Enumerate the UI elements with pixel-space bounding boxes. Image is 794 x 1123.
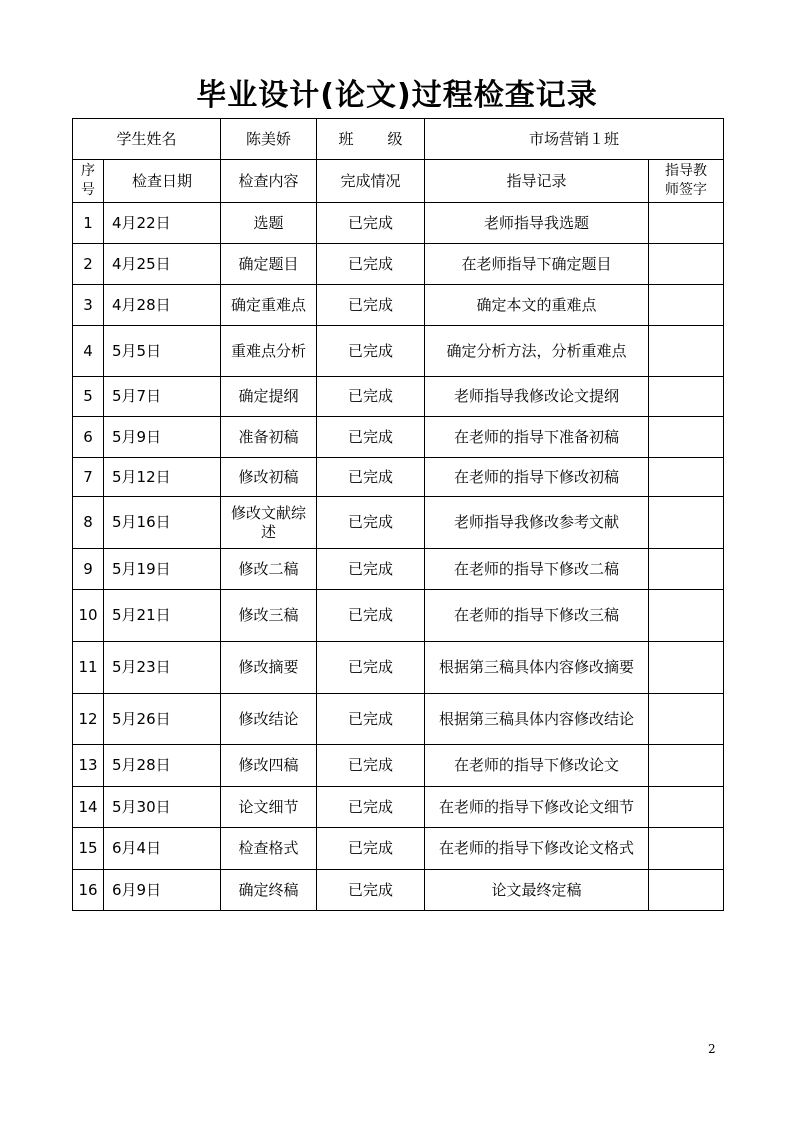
row-date: 5月26日 xyxy=(104,694,221,745)
row-date: 5月5日 xyxy=(104,326,221,377)
row-content: 修改初稿 xyxy=(221,458,317,497)
row-no: 11 xyxy=(73,642,104,694)
row-status: 已完成 xyxy=(317,203,425,244)
row-status: 已完成 xyxy=(317,787,425,828)
check-record-table xyxy=(72,118,724,911)
row-status: 已完成 xyxy=(317,377,425,417)
row-status: 已完成 xyxy=(317,244,425,285)
row-sign xyxy=(649,244,724,285)
row-date: 4月22日 xyxy=(104,203,221,244)
row-date: 6月4日 xyxy=(104,828,221,870)
col-sign-header-a: 指导教 xyxy=(665,163,708,179)
table-row xyxy=(73,285,724,326)
class-label-b: 级 xyxy=(387,129,403,148)
row-guidance: 在老师的指导下准备初稿 xyxy=(425,417,649,458)
class-label-a: 班 xyxy=(338,129,354,148)
row-guidance: 论文最终定稿 xyxy=(425,870,649,911)
table-row xyxy=(73,203,724,244)
row-date: 5月21日 xyxy=(104,590,221,642)
row-no: 12 xyxy=(73,694,104,745)
row-guidance: 根据第三稿具体内容修改摘要 xyxy=(425,642,649,694)
table-row xyxy=(73,870,724,911)
row-no: 6 xyxy=(73,417,104,458)
row-status: 已完成 xyxy=(317,549,425,590)
row-date: 5月7日 xyxy=(104,377,221,417)
row-content: 修改三稿 xyxy=(221,590,317,642)
row-guidance: 根据第三稿具体内容修改结论 xyxy=(425,694,649,745)
col-no-header xyxy=(73,160,104,203)
row-status: 已完成 xyxy=(317,497,425,549)
row-sign xyxy=(649,694,724,745)
row-status: 已完成 xyxy=(317,828,425,870)
row-date: 5月30日 xyxy=(104,787,221,828)
row-status: 已完成 xyxy=(317,642,425,694)
table-row xyxy=(73,642,724,694)
table-row xyxy=(73,828,724,870)
row-no: 13 xyxy=(73,745,104,787)
row-guidance: 在老师的指导下修改论文格式 xyxy=(425,828,649,870)
row-no: 7 xyxy=(73,458,104,497)
row-date: 6月9日 xyxy=(104,870,221,911)
student-info-row xyxy=(73,119,724,160)
col-guidance-header: 指导记录 xyxy=(425,160,649,203)
row-content: 确定提纲 xyxy=(221,377,317,417)
row-date: 5月16日 xyxy=(104,497,221,549)
student-name-label: 学生姓名 xyxy=(73,119,221,160)
row-sign xyxy=(649,590,724,642)
table-row xyxy=(73,458,724,497)
row-date: 5月12日 xyxy=(104,458,221,497)
row-sign xyxy=(649,549,724,590)
row-content: 修改摘要 xyxy=(221,642,317,694)
table-row xyxy=(73,377,724,417)
row-sign xyxy=(649,203,724,244)
col-no-header-b: 号 xyxy=(81,182,95,198)
row-no: 9 xyxy=(73,549,104,590)
row-sign xyxy=(649,787,724,828)
row-sign xyxy=(649,745,724,787)
page-title: 毕业设计(论文)过程检查记录 xyxy=(196,78,598,113)
row-content: 重难点分析 xyxy=(221,326,317,377)
row-content: 修改二稿 xyxy=(221,549,317,590)
col-sign-header xyxy=(649,160,724,203)
row-status: 已完成 xyxy=(317,285,425,326)
row-no: 10 xyxy=(73,590,104,642)
row-date: 5月23日 xyxy=(104,642,221,694)
row-status: 已完成 xyxy=(317,694,425,745)
table-row xyxy=(73,745,724,787)
table-row xyxy=(73,244,724,285)
row-status: 已完成 xyxy=(317,417,425,458)
row-content: 检查格式 xyxy=(221,828,317,870)
row-content: 确定题目 xyxy=(221,244,317,285)
row-status: 已完成 xyxy=(317,590,425,642)
row-no: 4 xyxy=(73,326,104,377)
row-guidance: 在老师的指导下修改二稿 xyxy=(425,549,649,590)
table-row xyxy=(73,787,724,828)
class-value: 市场营销１班 xyxy=(425,119,724,160)
row-content: 修改四稿 xyxy=(221,745,317,787)
row-guidance: 老师指导我修改参考文献 xyxy=(425,497,649,549)
row-status: 已完成 xyxy=(317,458,425,497)
row-status: 已完成 xyxy=(317,870,425,911)
row-guidance: 在老师的指导下修改论文 xyxy=(425,745,649,787)
row-guidance: 在老师指导下确定题目 xyxy=(425,244,649,285)
col-content-header: 检查内容 xyxy=(221,160,317,203)
student-name-value: 陈美娇 xyxy=(221,119,317,160)
row-date: 4月28日 xyxy=(104,285,221,326)
class-label xyxy=(317,119,425,160)
table-row xyxy=(73,326,724,377)
row-guidance: 确定分析方法，分析重难点 xyxy=(425,326,649,377)
row-date: 5月19日 xyxy=(104,549,221,590)
row-sign xyxy=(649,828,724,870)
row-guidance: 老师指导我修改论文提纲 xyxy=(425,377,649,417)
col-no-header-a: 序 xyxy=(81,163,95,179)
row-status: 已完成 xyxy=(317,745,425,787)
row-date: 5月28日 xyxy=(104,745,221,787)
row-no: 2 xyxy=(73,244,104,285)
col-date-header: 检查日期 xyxy=(104,160,221,203)
row-content-line-1: 修改文献综 xyxy=(231,503,307,522)
row-guidance: 在老师的指导下修改三稿 xyxy=(425,590,649,642)
col-sign-header-b: 师签字 xyxy=(665,182,708,198)
row-sign xyxy=(649,285,724,326)
table-row xyxy=(73,694,724,745)
table-row xyxy=(73,417,724,458)
col-status-header: 完成情况 xyxy=(317,160,425,203)
row-content: 准备初稿 xyxy=(221,417,317,458)
header-row xyxy=(73,160,724,203)
row-sign xyxy=(649,870,724,911)
page-number: 2 xyxy=(708,1042,716,1056)
row-sign xyxy=(649,642,724,694)
row-content: 确定重难点 xyxy=(221,285,317,326)
row-no: 14 xyxy=(73,787,104,828)
row-status: 已完成 xyxy=(317,326,425,377)
row-sign xyxy=(649,458,724,497)
table-row xyxy=(73,497,724,549)
row-guidance: 在老师的指导下修改初稿 xyxy=(425,458,649,497)
row-content-line-2: 述 xyxy=(261,522,277,541)
row-date: 4月25日 xyxy=(104,244,221,285)
row-guidance: 老师指导我选题 xyxy=(425,203,649,244)
row-sign xyxy=(649,377,724,417)
row-content xyxy=(221,497,317,549)
row-content: 确定终稿 xyxy=(221,870,317,911)
row-no: 16 xyxy=(73,870,104,911)
row-no: 3 xyxy=(73,285,104,326)
row-guidance: 确定本文的重难点 xyxy=(425,285,649,326)
row-no: 15 xyxy=(73,828,104,870)
row-content: 选题 xyxy=(221,203,317,244)
table-row xyxy=(73,549,724,590)
row-content: 论文细节 xyxy=(221,787,317,828)
row-no: 5 xyxy=(73,377,104,417)
row-date: 5月9日 xyxy=(104,417,221,458)
table-row xyxy=(73,590,724,642)
row-sign xyxy=(649,497,724,549)
row-sign xyxy=(649,326,724,377)
row-sign xyxy=(649,417,724,458)
row-no: 8 xyxy=(73,497,104,549)
row-no: 1 xyxy=(73,203,104,244)
row-content: 修改结论 xyxy=(221,694,317,745)
row-guidance: 在老师的指导下修改论文细节 xyxy=(425,787,649,828)
